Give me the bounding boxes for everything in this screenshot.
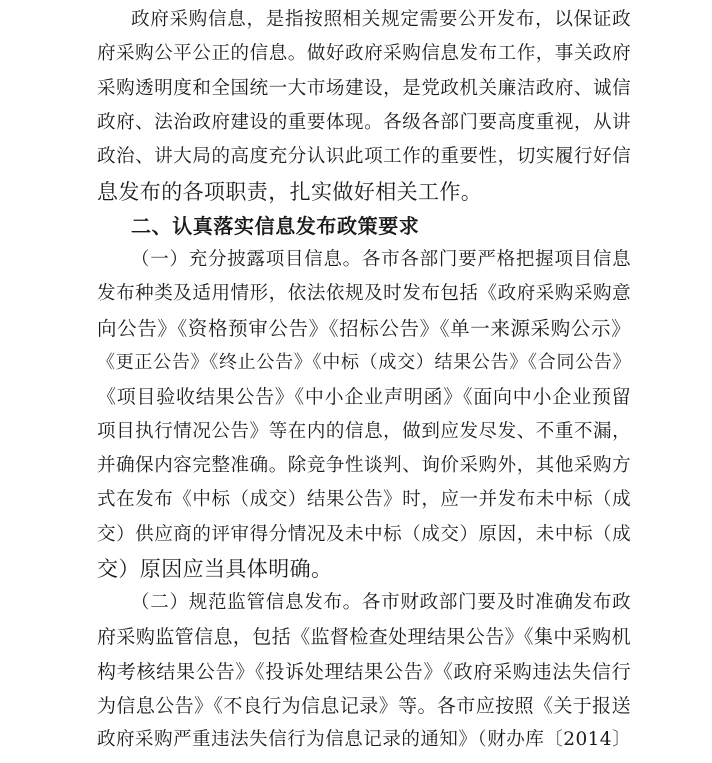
paragraph-3-line-5: 政府采购严重违法失信行为信息记录的通知》（财办库〔2014〕 xyxy=(97,729,631,751)
paragraph-2-line-5: 《项目验收结果公告》《中小企业声明函》《面向中小企业预留 xyxy=(97,386,631,409)
paragraph-2-line-6: 项目执行情况公告》等在内的信息，做到应发尽发、不重不漏， xyxy=(97,420,631,442)
paragraph-1-line-5: 政治、讲大局的高度充分认识此项工作的重要性，切实履行好信 xyxy=(97,146,631,168)
paragraph-3-line-1: （二）规范监管信息发布。各市财政部门要及时准确发布政 xyxy=(131,592,631,614)
paragraph-3-line-2: 府采购监管信息，包括《监督检查处理结果公告》《集中采购机 xyxy=(97,626,631,649)
paragraph-2-line-8: 式在发布《中标（成交）结果公告》时，应一并发布未中标（成 xyxy=(97,489,631,511)
paragraph-2-line-10: 交）原因应当具体明确。 xyxy=(97,556,333,581)
paragraph-3-line-3: 构考核结果公告》《投诉处理结果公告》《政府采购违法失信行 xyxy=(97,660,631,683)
paragraph-2-line-9: 交）供应商的评审得分情况及未中标（成交）原因，未中标（成 xyxy=(97,523,631,545)
paragraph-1-line-1: 政府采购信息，是指按照相关规定需要公开发布，以保证政 xyxy=(131,9,631,30)
paragraph-2-line-3: 向公告》《资格预审公告》《招标公告》《单一来源采购公示》 xyxy=(97,316,631,340)
paragraph-1-line-4: 政府、法治政府建设的重要体现。各级各部门要高度重视，从讲 xyxy=(97,111,631,133)
paragraph-2-line-1: （一）充分披露项目信息。各市各部门要严格把握项目信息 xyxy=(131,249,631,271)
paragraph-1-line-3: 采购透明度和全国统一大市场建设，是党政机关廉洁政府、诚信 xyxy=(97,77,631,99)
paragraph-1-line-6: 息发布的各项职责，扎实做好相关工作。 xyxy=(97,179,483,204)
paragraph-3-line-4: 为信息公告》《不良行为信息记录》等。各市应按照《关于报送 xyxy=(97,695,631,717)
paragraph-2-line-7: 并确保内容完整准确。除竞争性谈判、询价采购外，其他采购方 xyxy=(97,454,631,476)
paragraph-2-line-2: 发布种类及适用情形，依法依规及时发布包括《政府采购采购意 xyxy=(97,283,631,305)
paragraph-2-line-4: 《更正公告》《终止公告》《中标（成交）结果公告》《合同公告》 xyxy=(97,352,631,373)
section-heading: 二、认真落实信息发布政策要求 xyxy=(131,213,420,238)
paragraph-1-line-2: 府采购公平公正的信息。做好政府采购信息发布工作，事关政府 xyxy=(97,43,631,65)
